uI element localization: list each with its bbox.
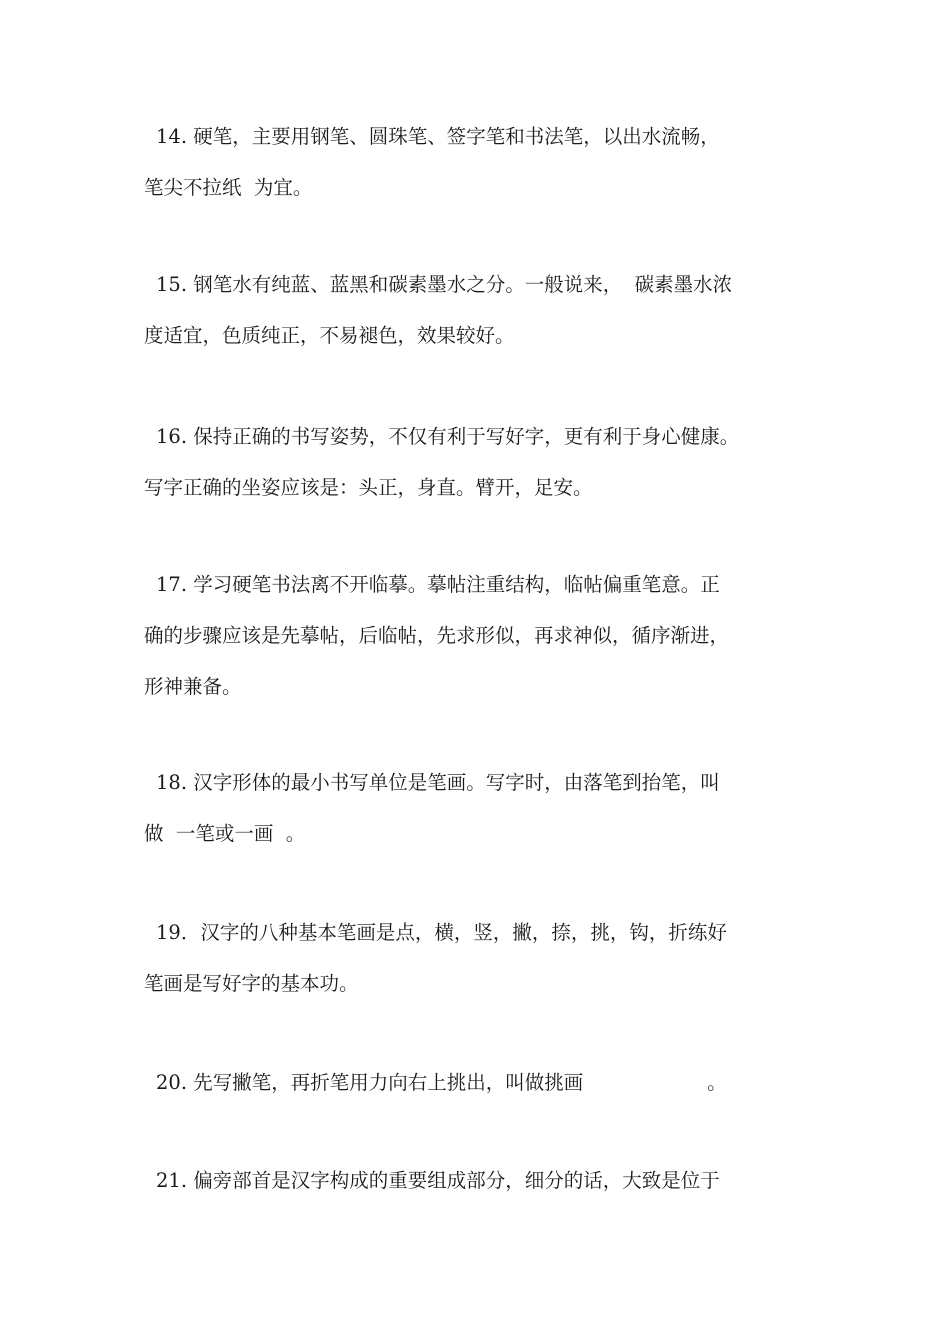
list-item-20 [144, 1070, 824, 1096]
list-item-14 [144, 124, 824, 201]
item-line: 度适宜，色质纯正，不易褪色，效果较好。 [144, 324, 515, 347]
list-item-17 [144, 572, 824, 700]
item-line: 18. 汉字形体的最小书写单位是笔画。写字时，由落笔到抬笔，叫 [156, 771, 720, 794]
list-item-16 [144, 424, 824, 501]
list-item-15 [144, 272, 824, 349]
item-line: 20. 先写撇笔，再折笔用力向右上挑出，叫做挑画 。 [156, 1071, 727, 1094]
item-line: 笔尖不拉纸 为宜。 [144, 176, 313, 199]
item-line: 19．汉字的八种基本笔画是点，横，竖，撇，捺，挑，钩，折练好 [156, 921, 727, 944]
item-line: 做 一笔或一画 。 [144, 822, 306, 845]
list-item-18 [144, 770, 824, 847]
item-line: 17. 学习硬笔书法离不开临摹。摹帖注重结构，临帖偏重笔意。正 [156, 573, 720, 596]
item-line: 确的步骤应该是先摹帖，后临帖，先求形似，再求神似，循序渐进， [144, 624, 730, 647]
item-line: 15. 钢笔水有纯蓝、蓝黑和碳素墨水之分。一般说来， 碳素墨水浓 [156, 273, 733, 296]
item-line: 形神兼备。 [144, 675, 242, 698]
item-line: 写字正确的坐姿应该是：头正，身直。臂开，足安。 [144, 476, 593, 499]
item-line: 16. 保持正确的书写姿势，不仅有利于写好字，更有利于身心健康。 [156, 425, 740, 448]
item-line: 14. 硬笔，主要用钢笔、圆珠笔、签字笔和书法笔，以出水流畅， [156, 125, 720, 148]
item-line: 笔画是写好字的基本功。 [144, 972, 359, 995]
list-item-19 [144, 920, 824, 997]
list-item-21 [144, 1168, 824, 1194]
item-line: 21. 偏旁部首是汉字构成的重要组成部分，细分的话，大致是位于 [156, 1169, 720, 1192]
